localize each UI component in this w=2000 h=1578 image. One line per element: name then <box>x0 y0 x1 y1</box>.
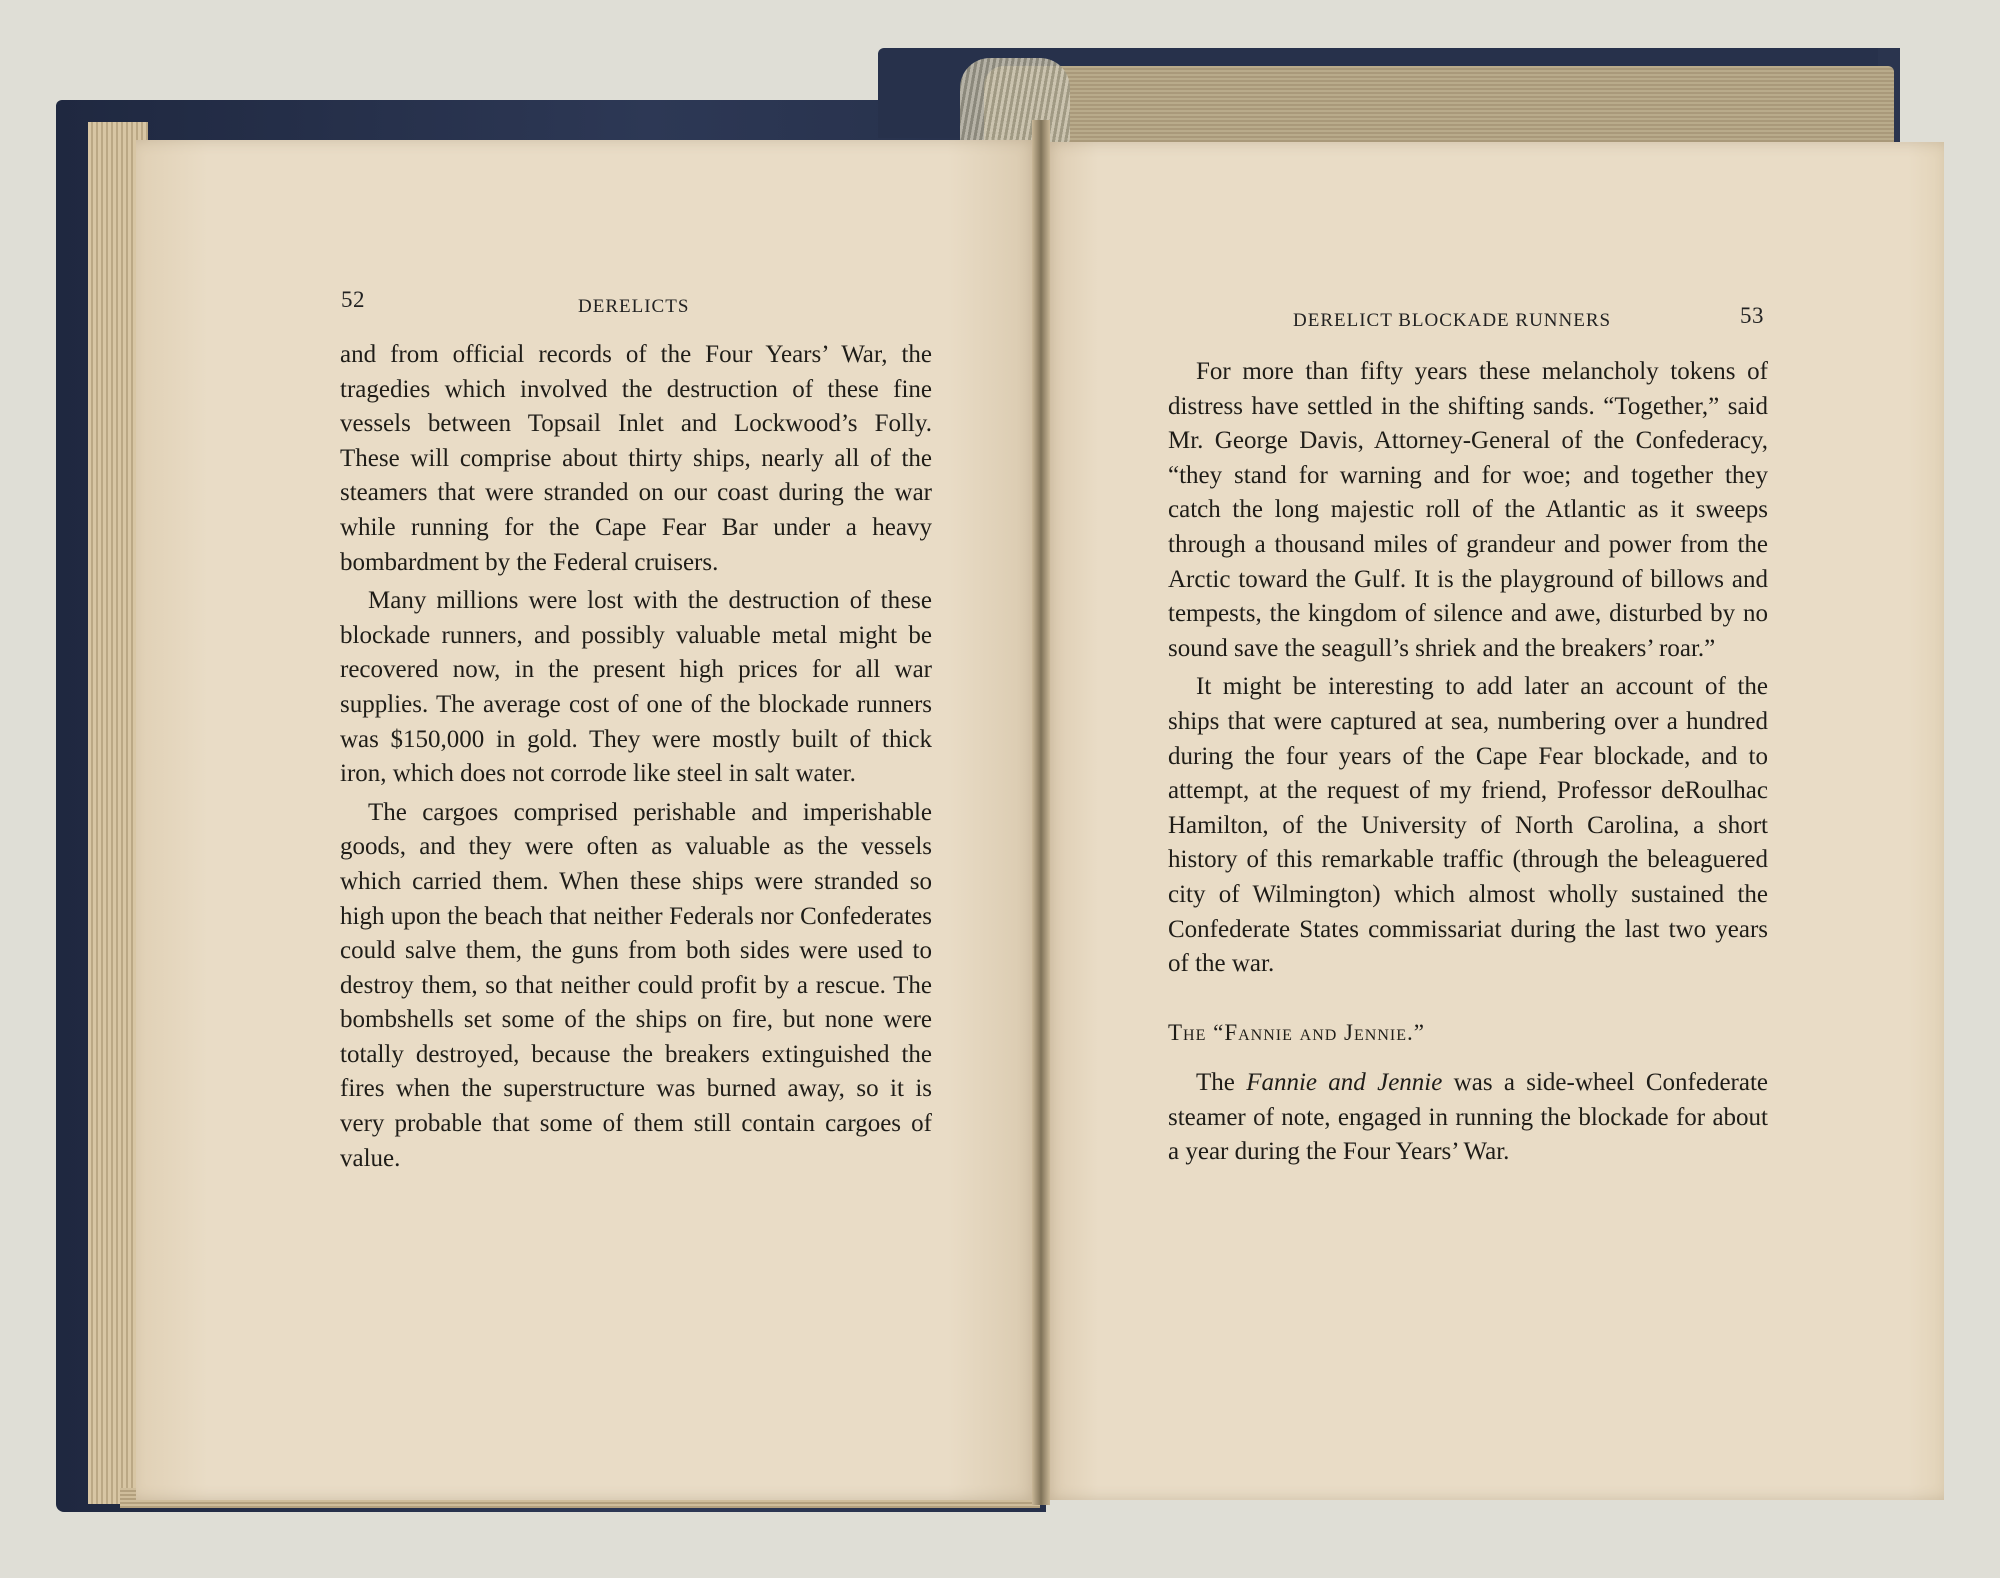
page-block-top-edge <box>984 66 1894 146</box>
section-title: The “Fannie and Jennie.” <box>1168 1019 1425 1045</box>
paragraph-rest: was a side-wheel Confederate steamer of note, engaged in running the blockade for about a year during the Four Years’ War. <box>1168 1069 1769 1166</box>
left-paragraph-2: Many millions were lost with the destruction of these blockade runners, and possibly valuable metal might be recovered now, in the present high prices for all war supplies. The average cost of one of the blockade runners was $150,000 in gold. They were mostly built of thick iron, which does not corrode like steel in salt water. <box>340 587 932 788</box>
ship-name: Fannie and Jennie <box>1246 1069 1443 1097</box>
frayed-spine <box>960 58 1070 148</box>
right-page-number: 53 <box>1740 303 1764 328</box>
right-page-body <box>1168 355 1768 1170</box>
left-page-number: 52 <box>341 287 365 312</box>
book-gutter <box>1032 120 1050 1505</box>
right-paragraph-2: It might be interesting to add later an account of the ships that were captured at sea, numbering over a hundred during the four years of the Cape Fear blockade, and to attempt, at the request of my friend, Professor deRoulhac Hamilton, of the University of North Carolina, a short history of this remarkable traffic (through the beleaguered city of Wilmington) which almost wholly sustained the Confederate States commissariat during the last two years of the war. <box>1168 673 1768 978</box>
left-running-head: DERELICTS <box>578 296 690 317</box>
right-running-head: DERELICT BLOCKADE RUNNERS <box>1293 310 1612 331</box>
left-paragraph-3: The cargoes comprised perishable and imperishable goods, and they were often as valuable as the vessels which carried them. When these ships were stranded so high upon the beach that neither Federals nor Confederates could salve them, the guns from both sides were used to destroy them, so that neither could profit by a rescue. The bombshells set some of the ships on fire, but none were totally destroyed, because the breakers extinguished the fires when the superstructure was burned away, so it is very probable that some of them still contain cargoes of value. <box>340 798 932 1172</box>
right-paragraph-3 <box>1168 1066 1768 1170</box>
right-paragraph-1: For more than fifty years these melancholy tokens of distress have settled in the shifting sands. “Together,” said Mr. George Davis, Attorney-General of the Confederacy, “they stand for warning and for woe; and together they catch the long majestic roll of the Atlantic as it sweeps through a thousand miles of grandeur and power from the Arctic toward the Gulf. It is the playground of billows and tempests, the kingdom of silence and awe, disturbed by no sound save the seagull’s shriek and the breakers’ roar.” <box>1168 358 1768 662</box>
left-paragraph-1: and from official records of the Four Years’ War, the tragedies which involved the destruction of these fine vessels between Topsail Inlet and Lockwood’s Folly. These will comprise about thirty ships, nearly all of the steamers that were stranded on our coast during the war while running for the Cape Fear Bar under a heavy bombardment by the Federal cruisers. <box>340 341 932 576</box>
paragraph-lead: The <box>1196 1069 1247 1097</box>
left-page-body <box>340 338 932 1176</box>
